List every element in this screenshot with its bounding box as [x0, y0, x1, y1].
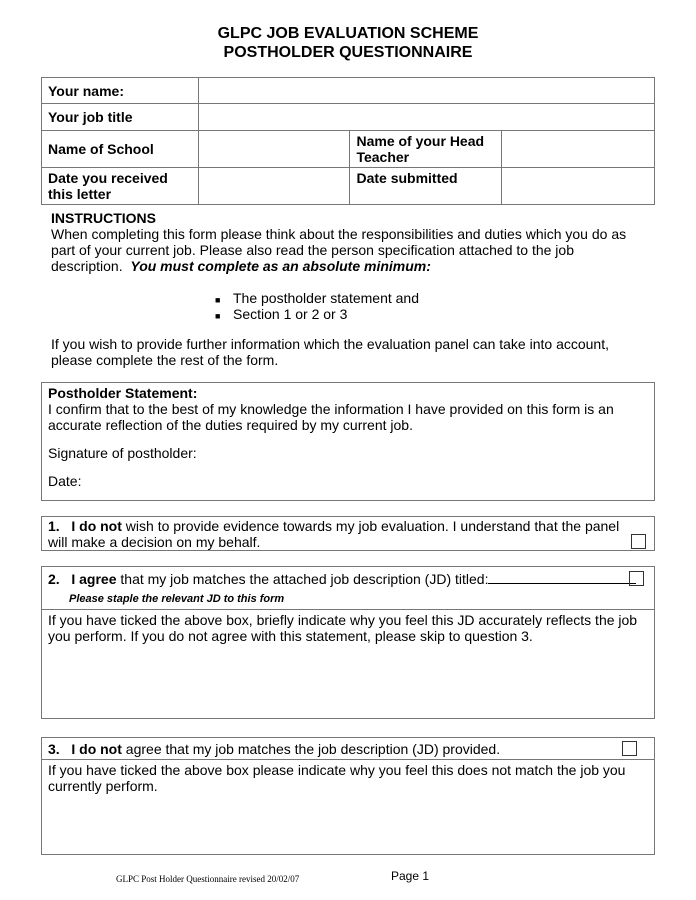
q2-bold: I agree	[71, 571, 117, 587]
signature-label[interactable]: Signature of postholder:	[48, 445, 197, 461]
q3-checkbox[interactable]	[622, 741, 637, 756]
details-table	[41, 77, 655, 205]
q2-answer-area[interactable]	[42, 610, 654, 720]
job-title-label: Your job title	[42, 104, 199, 131]
head-teacher-label: Name of your Head Teacher	[350, 131, 502, 168]
question-2-box: 2. I agree that my job matches the attached job description (JD) titled: Please staple the relevant JD to this form If you have ticked the above box, briefly indicate why you feel this JD accurately reflects the job you perform. If you do not agree with this statement, please skip to question 3.	[41, 566, 655, 719]
instructions-heading: INSTRUCTIONS	[51, 210, 156, 226]
date-submitted-label: Date submitted	[350, 168, 502, 205]
head-teacher-field[interactable]	[502, 131, 655, 168]
q3-prompt: If you have ticked the above box please indicate why you feel this does not match the job you currently perform.	[48, 762, 626, 794]
jd-title-field[interactable]	[488, 571, 636, 584]
title-line-2: POSTHOLDER QUESTIONNAIRE	[223, 44, 473, 61]
q1-checkbox[interactable]	[631, 534, 646, 549]
statement-heading: Postholder Statement:	[48, 385, 198, 401]
instructions-text: When completing this form please think about the responsibilities and duties which you do as part of your current job. Please also read the person specification attached to the job description.	[51, 226, 627, 274]
q2-text: that my job matches the attached job description (JD) titled:	[116, 571, 489, 587]
date-label[interactable]: Date:	[48, 473, 82, 489]
statement-text: I confirm that to the best of my knowledge the information I have provided on this form is an accurate reflection of the duties required by my current job.	[48, 401, 614, 433]
q3-bold: I do not	[71, 741, 122, 757]
bullet-item: ■ Section 1 or 2 or 3	[215, 306, 348, 322]
school-field[interactable]	[198, 131, 350, 168]
school-label: Name of School	[42, 131, 199, 168]
instructions-emphasis: You must complete as an absolute minimum:	[130, 258, 431, 274]
question-1-box: 1. I do not wish to provide evidence towards my job evaluation. I understand that the panel will make a decision on my behalf.	[41, 516, 655, 551]
q1-text: wish to provide evidence towards my job evaluation. I understand that the panel will make a decision on my behalf.	[48, 518, 620, 550]
q3-text: agree that my job matches the job description (JD) provided.	[121, 741, 501, 757]
bullet-item: ■ The postholder statement and	[215, 290, 420, 306]
date-received-field[interactable]	[198, 168, 350, 205]
question-3-box: 3. I do not agree that my job matches the job description (JD) provided. If you have ticked the above box please indicate why you feel this does not match the job you currently perform.	[41, 737, 655, 855]
footer-revision: GLPC Post Holder Questionnaire revised 20/02/07	[116, 874, 300, 884]
title-line-1: GLPC JOB EVALUATION SCHEME	[217, 25, 479, 42]
postholder-statement-box	[41, 382, 655, 501]
q3-answer-area[interactable]	[42, 760, 654, 854]
q1-bold: I do not	[71, 518, 122, 534]
your-name-label: Your name:	[42, 78, 199, 104]
further-info-text: If you wish to provide further information which the evaluation panel can take into account, please complete the rest of the form.	[51, 336, 609, 368]
q2-checkbox[interactable]	[629, 571, 644, 586]
q2-prompt: If you have ticked the above box, briefly indicate why you feel this JD accurately reflects the job you perform. If you do not agree with this statement, please skip to question 3.	[48, 612, 638, 644]
job-title-field[interactable]	[198, 104, 654, 131]
instructions	[51, 210, 651, 274]
your-name-field[interactable]	[198, 78, 654, 104]
page-number: Page 1	[391, 869, 430, 883]
date-received-label: Date you received this letter	[42, 168, 199, 205]
date-submitted-field[interactable]	[502, 168, 655, 205]
q2-note: Please staple the relevant JD to this form	[69, 593, 285, 605]
